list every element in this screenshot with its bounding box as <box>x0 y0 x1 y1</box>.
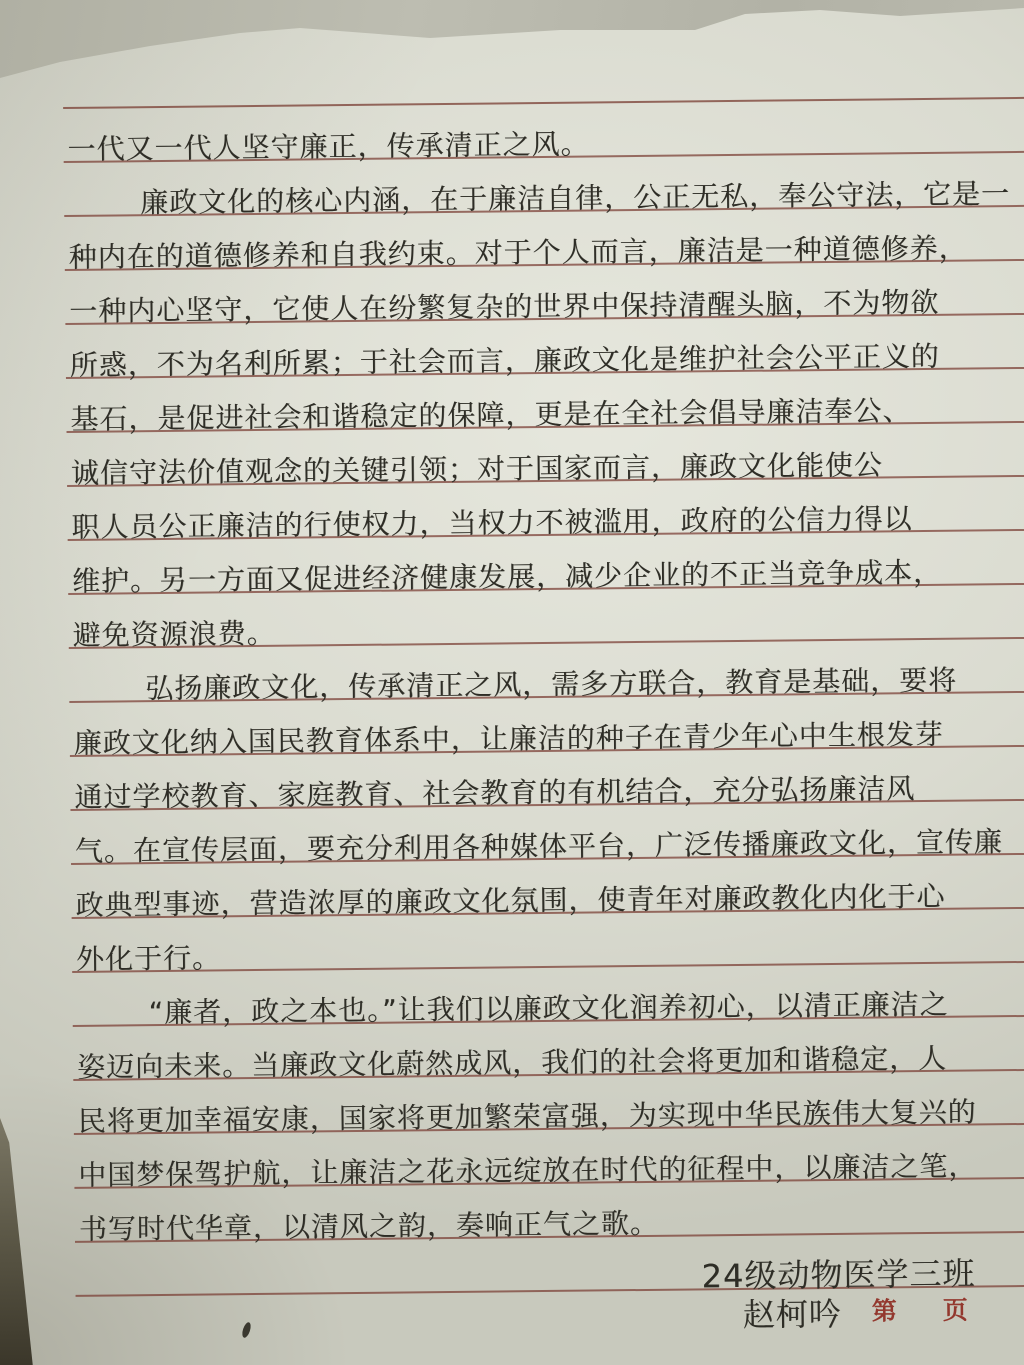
page-number-suffix-label: 页 <box>942 1297 968 1325</box>
essay-line-text: 诚信守法价值观念的关键引领；对于国家而言，廉政文化能使公 <box>70 448 884 490</box>
essay-line-text: 通过学校教育、家庭教育、社会教育的有机结合，充分弘扬廉洁风 <box>74 772 916 814</box>
essay-line-text: “廉者，政之本也。”让我们以廉政文化润养初心，以清正廉洁之 <box>148 987 949 1030</box>
essay-line-text: 弘扬廉政文化，传承清正之风，需多方联合，教育是基础，要将 <box>145 663 958 706</box>
essay-line-text: 避免资源浪费。 <box>72 616 276 652</box>
essay-line-text: 廉政文化的核心内涵，在于廉洁自律，公正无私，奉公守法，它是一 <box>139 177 1011 220</box>
essay-line-text: 外化于行。 <box>75 941 222 976</box>
essay-line-text: 廉政文化纳入国民教育体系中，让廉洁的种子在青少年心中生根发芽 <box>73 717 944 760</box>
essay-line-text: 一种内心坚守，它使人在纷繁复杂的世界中保持清醒头脑，不为物欲 <box>69 285 940 328</box>
essay-line-text: 24级动物医学三班 <box>701 1254 976 1296</box>
essay-line-text: 气。在宣传层面，要充分利用各种媒体平台，广泛传播廉政文化，宣传廉 <box>74 825 1004 868</box>
ruled-rows <box>62 0 1024 1343</box>
essay-line-text: 职人员公正廉洁的行使权力，当权力不被滥用，政府的公信力得以 <box>71 502 913 544</box>
essay-line <box>63 99 1024 166</box>
essay-line-text: 种内在的道德修养和自我约束。对于个人而言，廉洁是一种道德修养， <box>68 231 968 274</box>
essay-line-text: 一代又一代人坚守廉正，传承清正之风。 <box>67 127 590 166</box>
page-number-prefix-label: 第 <box>871 1297 897 1326</box>
essay-line-text: 政典型事迹，营造浓厚的廉政文化氛围，使青年对廉政教化内化于心 <box>75 879 946 922</box>
essay-line-text: 中国梦保驾护航，让廉洁之花永远绽放在时代的征程中，以廉洁之笔， <box>78 1149 978 1192</box>
essay-line-text: 维护。另一方面又促进经济健康发展，减少企业的不正当竞争成本， <box>71 555 943 598</box>
essay-line-text: 书写时代华章，以清风之韵，奏响正气之歌。 <box>78 1206 660 1246</box>
essay-line-text: 民将更加幸福安康，国家将更加繁荣富强，为实现中华民族伟大复兴的 <box>77 1095 977 1138</box>
author-name: 赵柯吟 <box>742 1294 842 1334</box>
essay-line-text: 基石，是促进社会和谐稳定的保障，更是在全社会倡导廉洁奉公、 <box>70 394 912 436</box>
essay-line-text: 所惑，不为名利所累；于社会而言，廉政文化是维护社会公平正义的 <box>69 339 940 382</box>
essay-line-text: 姿迈向未来。当廉政文化蔚然成风，我们的社会将更加和谐稳定，人 <box>77 1041 948 1084</box>
